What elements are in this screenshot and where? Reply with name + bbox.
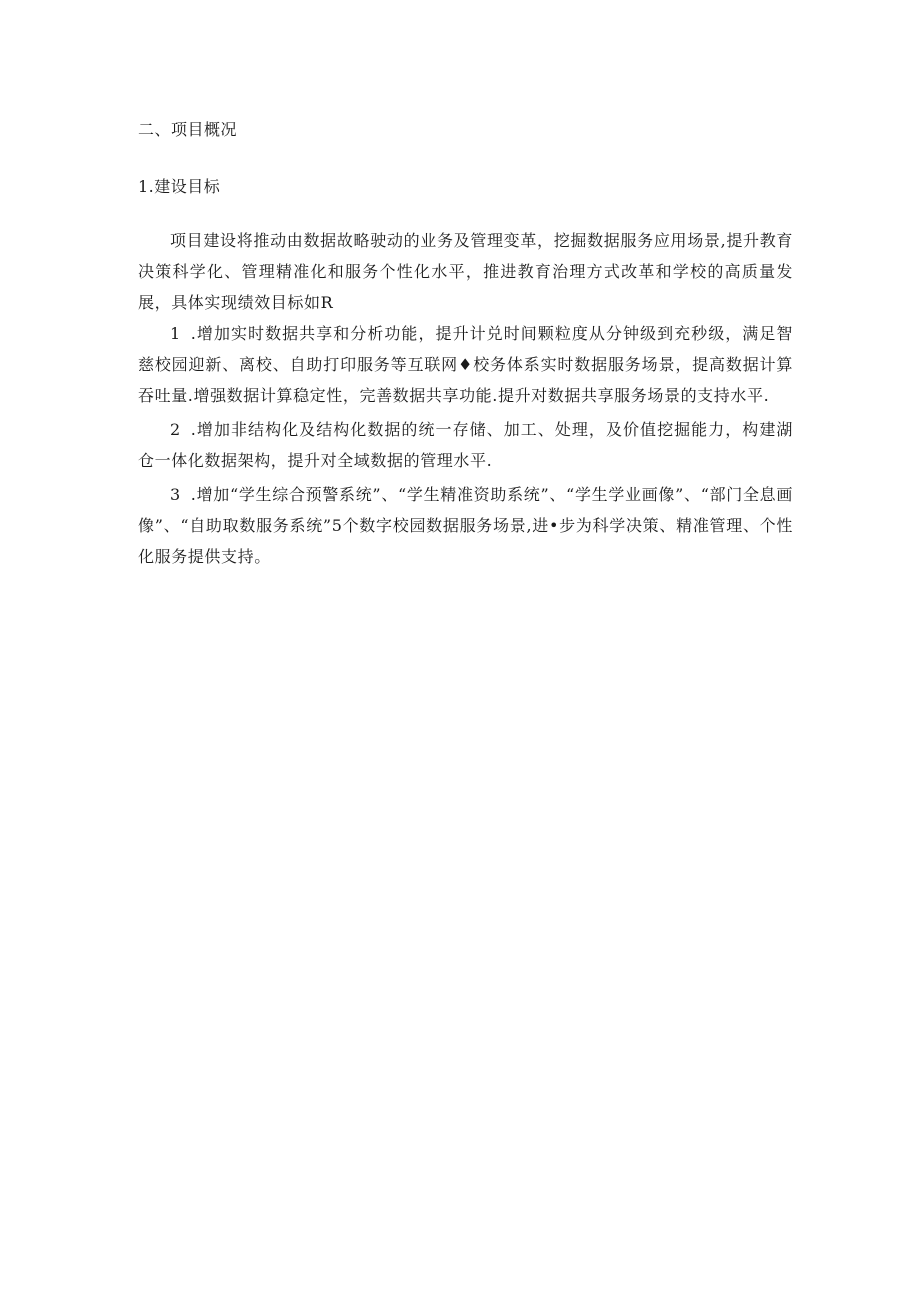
item-text: .增加“学生综合预警系统”、“学生精准资助系统”、“学生学业画像”、“部门全息画像”、“自助取数服务系统”5个数字校园数据服务场景,进•步为科学决策、精准管理、个性化服务提供支持。 [138, 485, 793, 566]
list-item [138, 318, 793, 411]
document-body [138, 112, 793, 572]
sub-heading: 1.建设目标 [138, 177, 221, 196]
list-item [138, 479, 793, 572]
goal-list [138, 318, 793, 572]
list-item [138, 414, 793, 476]
item-number: 2 [170, 420, 181, 439]
section-heading: 二、项目概况 [138, 120, 238, 139]
item-number: 1 [170, 324, 181, 343]
intro-paragraph: 项目建设将推动由数据故略驶动的业务及管理变革，挖掘数据服务应用场景,提升教育决策科学化、管理精准化和服务个性化水平，推进教育治理方式改革和学校的高质量发展，具体实现绩效目标如R [138, 231, 793, 312]
item-number: 3 [170, 485, 181, 504]
item-text: .增加非结构化及结构化数据的统一存储、加工、处理，及价值挖掘能力，构建湖仓一体化数据架构，提升对全域数据的管理水平. [138, 420, 793, 470]
item-text: .增加实时数据共享和分析功能，提升计兑时间颗粒度从分钟级到充秒级，满足智慈校园迎新、离校、自助打印服务等互联网♦校务体系实时数据服务场景，提高数据计算吞吐量.增强数据计算稳定性，完善数据共享功能.提升对数据共享服务场景的支持水平. [138, 324, 793, 405]
